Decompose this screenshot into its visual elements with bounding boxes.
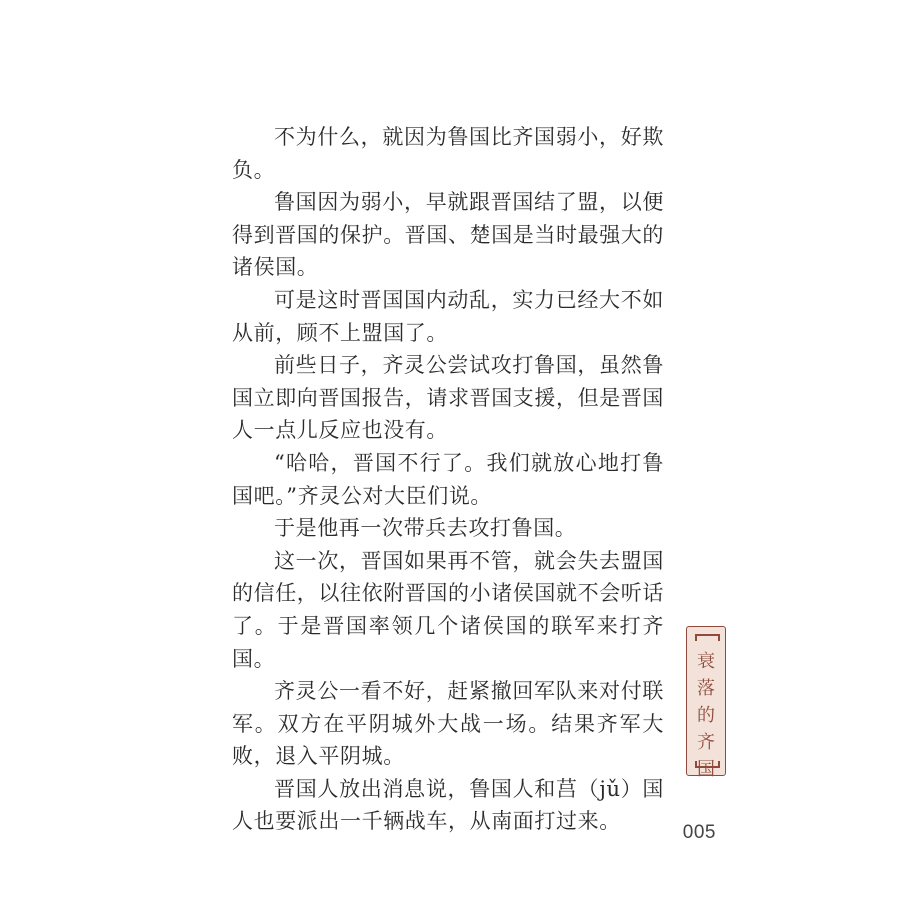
- page-number: 005: [682, 822, 716, 843]
- bracket-top-ornament: [695, 634, 720, 641]
- body-text: [232, 121, 664, 838]
- paragraph: 晋国人放出消息说，鲁国人和莒（jǔ）国人也要派出一千辆战车，从南面打过来。: [232, 776, 664, 834]
- paragraph: 于是他再一次带兵去攻打鲁国。: [274, 516, 577, 541]
- paragraph: 不为什么，就因为鲁国比齐国弱小，好欺负。: [232, 125, 664, 182]
- paragraph: “哈哈，晋国不行了。我们就放心地打鲁国吧。”齐灵公对大臣们说。: [232, 450, 664, 508]
- chapter-title: 衰落的齐国: [697, 651, 715, 780]
- paragraph: 前些日子，齐灵公尝试攻打鲁国，虽然鲁国立即向晋国报告，请求晋国支援，但是晋国人一点儿反应也没有。: [232, 353, 664, 443]
- paragraph: 可是这时晋国国内动乱，实力已经大不如从前，顾不上盟国了。: [232, 287, 664, 345]
- paragraph: 鲁国因为弱小，早就跟晋国结了盟，以便得到晋国的保护。晋国、楚国是当时最强大的诸侯国。: [232, 190, 664, 280]
- paragraph: 这一次，晋国如果再不管，就会失去盟国的信任，以往依附晋国的小诸侯国就不会听话了。于是晋国率领几个诸侯国的联军来打齐国。: [232, 548, 664, 671]
- bracket-bottom-ornament: [695, 761, 720, 768]
- chapter-side-tab: [686, 626, 726, 780]
- paragraph: 齐灵公一看不好，赶紧撤回军队来对付联军。双方在平阴城外大战一场。结果齐军大败，退入平阴城。: [232, 679, 664, 769]
